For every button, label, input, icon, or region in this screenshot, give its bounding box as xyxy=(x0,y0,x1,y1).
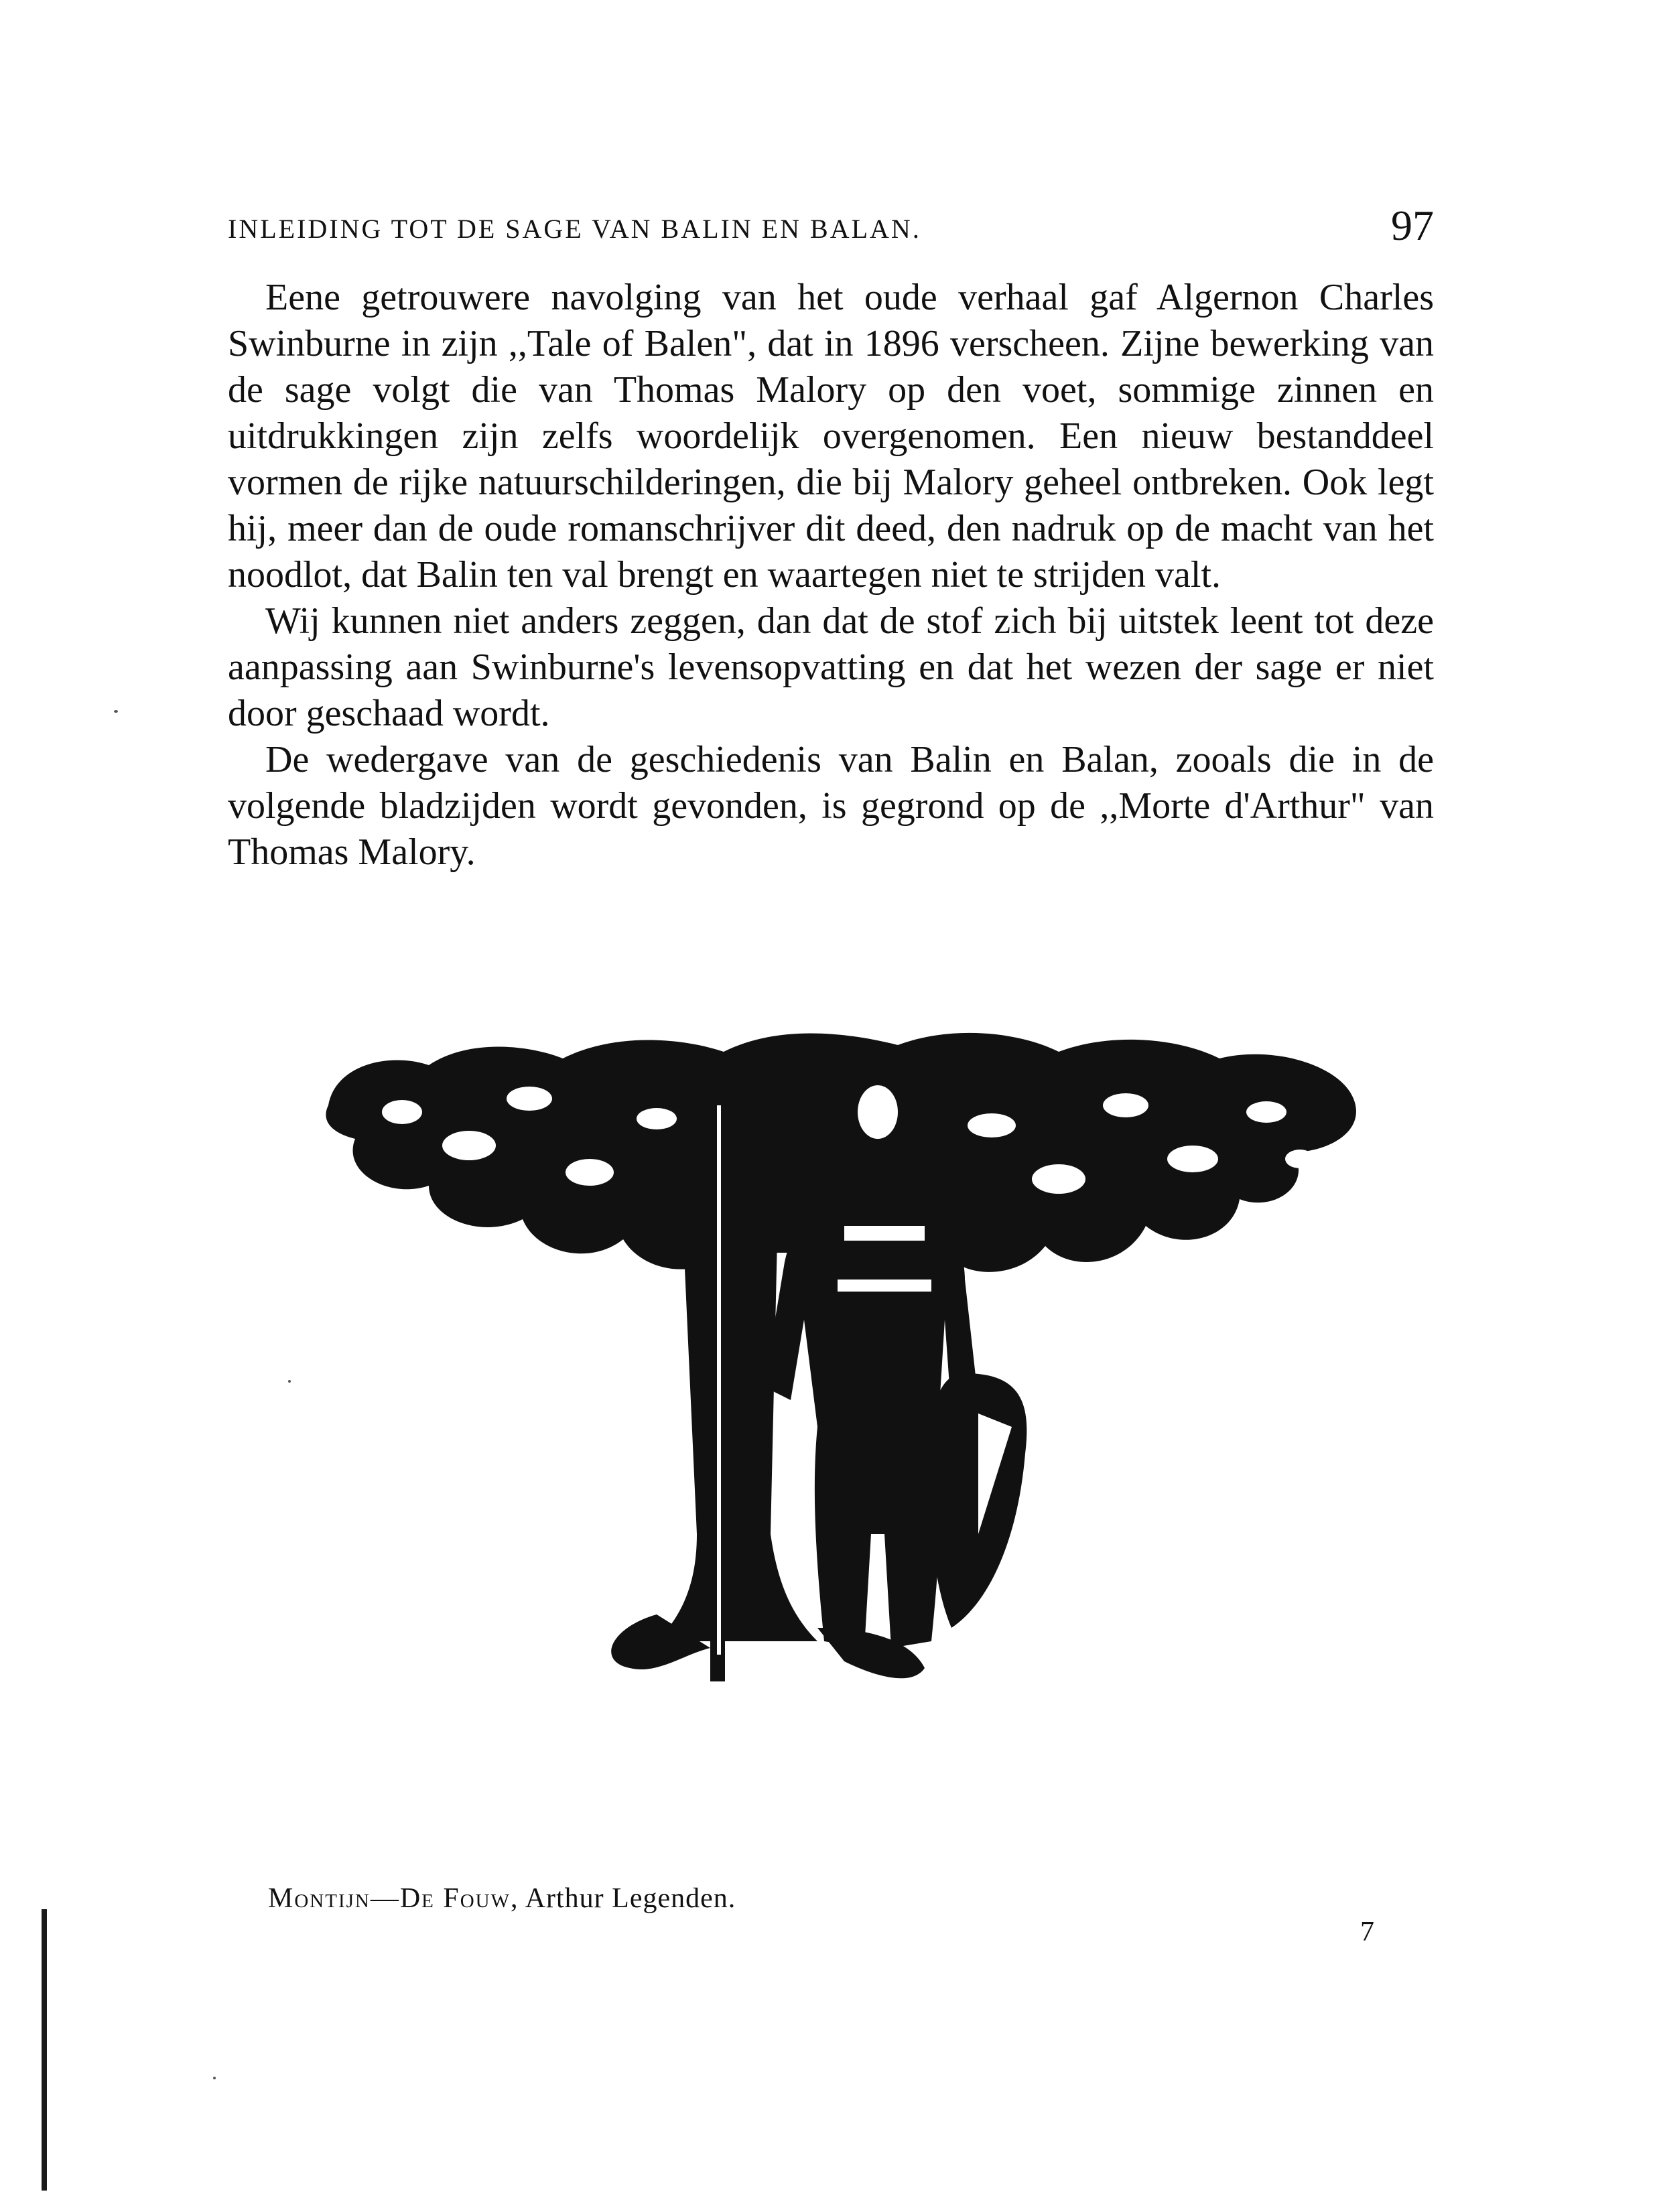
paragraph: De wedergave van de geschiedenis van Balin en Balan, zooals die in de volgende bladzijden wordt gevonden, is gegrond op de ,,Morte d'Arthur" van Thomas Malory. xyxy=(228,739,1434,873)
paragraph: Eene getrouwere navolging van het oude verhaal gaf Algernon Charles Swinburne in zijn ,,Tale of Balen", dat in 1896 verscheen. Zijne bewerking van de sage volgt die van Thomas Malory op den voet, sommige zinnen en uitdrukkingen zijn zelfs woordelijk overgenomen. Een nieuw bestanddeel vormen de rijke natuurschilderingen, die bij Malory geheel ontbreken. Ook legt hij, meer dan de oude romanschrijver dit deed, den nadruk op de macht van het noodlot, dat Balin ten val brengt en waartegen niet te strijden valt. xyxy=(228,277,1434,596)
paper-speck xyxy=(288,1380,291,1383)
page-edge-shadow xyxy=(42,1909,47,2191)
page-number: 97 xyxy=(1391,202,1434,249)
paper-speck xyxy=(114,710,118,713)
paragraph: Wij kunnen niet anders zeggen, dan dat de stof zich bij uitstek leent tot deze aanpassing aan Swinburne's levensopvatting en dat het wezen der sage er niet door geschaad wordt. xyxy=(228,600,1434,734)
running-head xyxy=(228,201,1434,261)
paper-speck xyxy=(213,2077,216,2079)
running-title: INLEIDING TOT DE SAGE VAN BALIN EN BALAN. xyxy=(228,214,921,244)
knight-under-tree-icon xyxy=(308,1025,1367,1728)
book-title: Arthur Legenden. xyxy=(525,1883,736,1914)
author-names: Montijn—De Fouw, xyxy=(268,1883,519,1914)
footer-credit xyxy=(268,1882,736,1915)
signature-mark: 7 xyxy=(1360,1917,1374,1947)
body-text xyxy=(228,275,1434,876)
